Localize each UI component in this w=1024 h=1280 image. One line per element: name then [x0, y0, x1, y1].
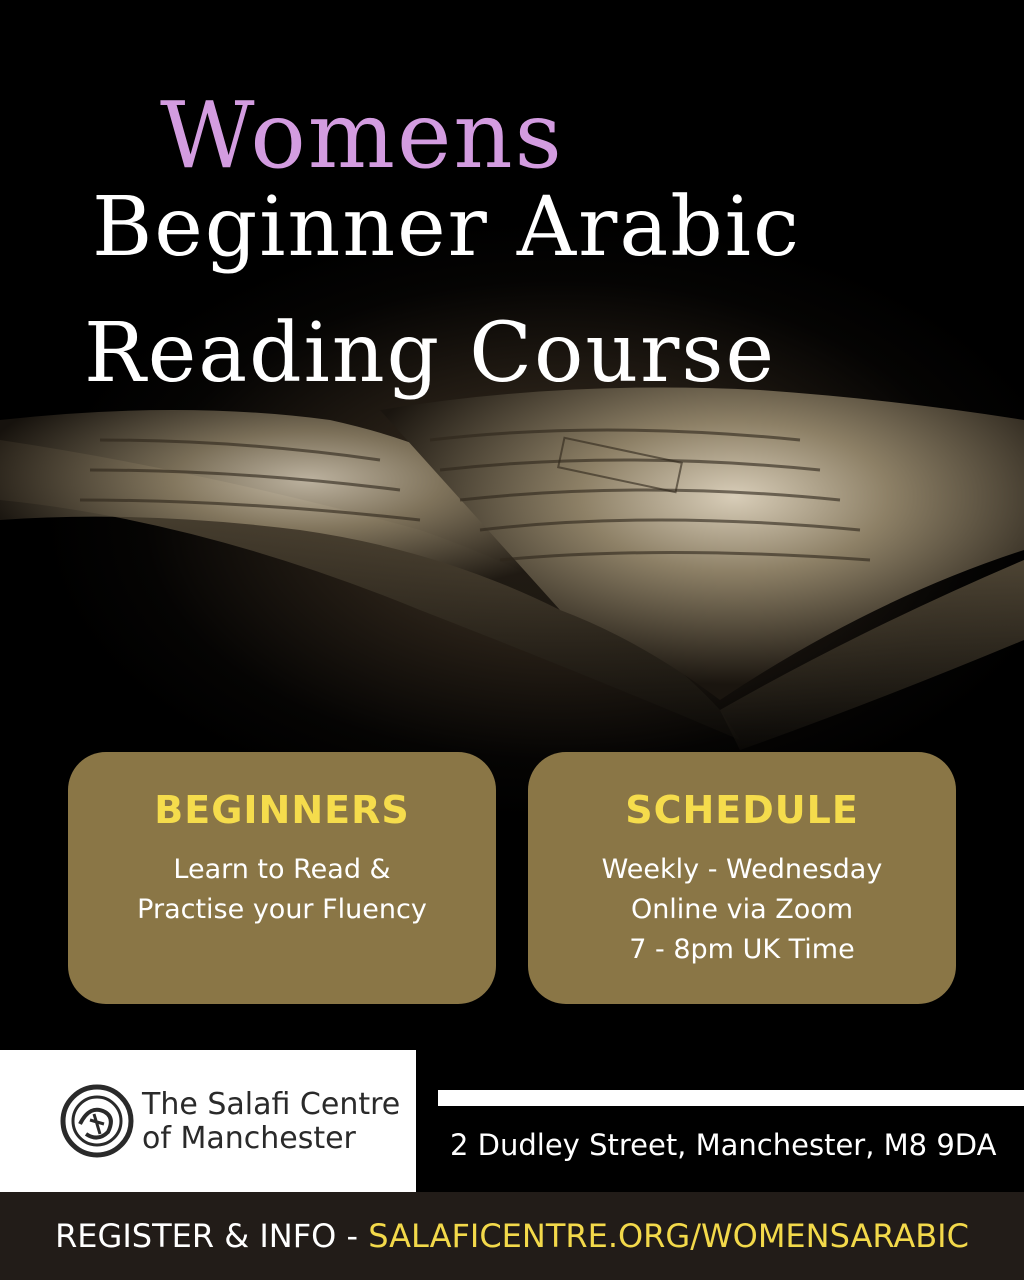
- open-book-illustration: [0, 380, 1024, 770]
- logo-panel: [0, 1050, 416, 1192]
- register-url-link[interactable]: SALAFICENTRE.ORG/WOMENSARABIC: [368, 1217, 969, 1255]
- schedule-heading: SCHEDULE: [625, 788, 859, 832]
- logo-name: [142, 1088, 400, 1156]
- schedule-line: Online via Zoom: [630, 894, 854, 925]
- address-text: 2 Dudley Street, Manchester, M8 9DA: [450, 1128, 997, 1162]
- beginners-line: Learn to Read &: [173, 854, 391, 885]
- beginners-heading: BEGINNERS: [154, 788, 410, 832]
- logo-name-line2: of Manchester: [142, 1121, 356, 1156]
- divider-bar: [438, 1090, 1024, 1106]
- register-label: REGISTER & INFO -: [55, 1217, 369, 1255]
- title-womens: Womens: [160, 82, 564, 189]
- footer-register: [0, 1192, 1024, 1280]
- schedule-line: Weekly - Wednesday: [601, 854, 883, 885]
- beginners-line: Practise your Fluency: [137, 894, 427, 925]
- title-beginner-arabic: Beginner Arabic: [92, 180, 801, 275]
- schedule-line: 7 - 8pm UK Time: [629, 934, 855, 965]
- salafi-centre-logo-icon: [60, 1084, 134, 1158]
- title-reading-course: Reading Course: [84, 306, 776, 401]
- beginners-card: [68, 752, 496, 1004]
- schedule-card: [528, 752, 956, 1004]
- logo-name-line1: The Salafi Centre: [142, 1087, 401, 1122]
